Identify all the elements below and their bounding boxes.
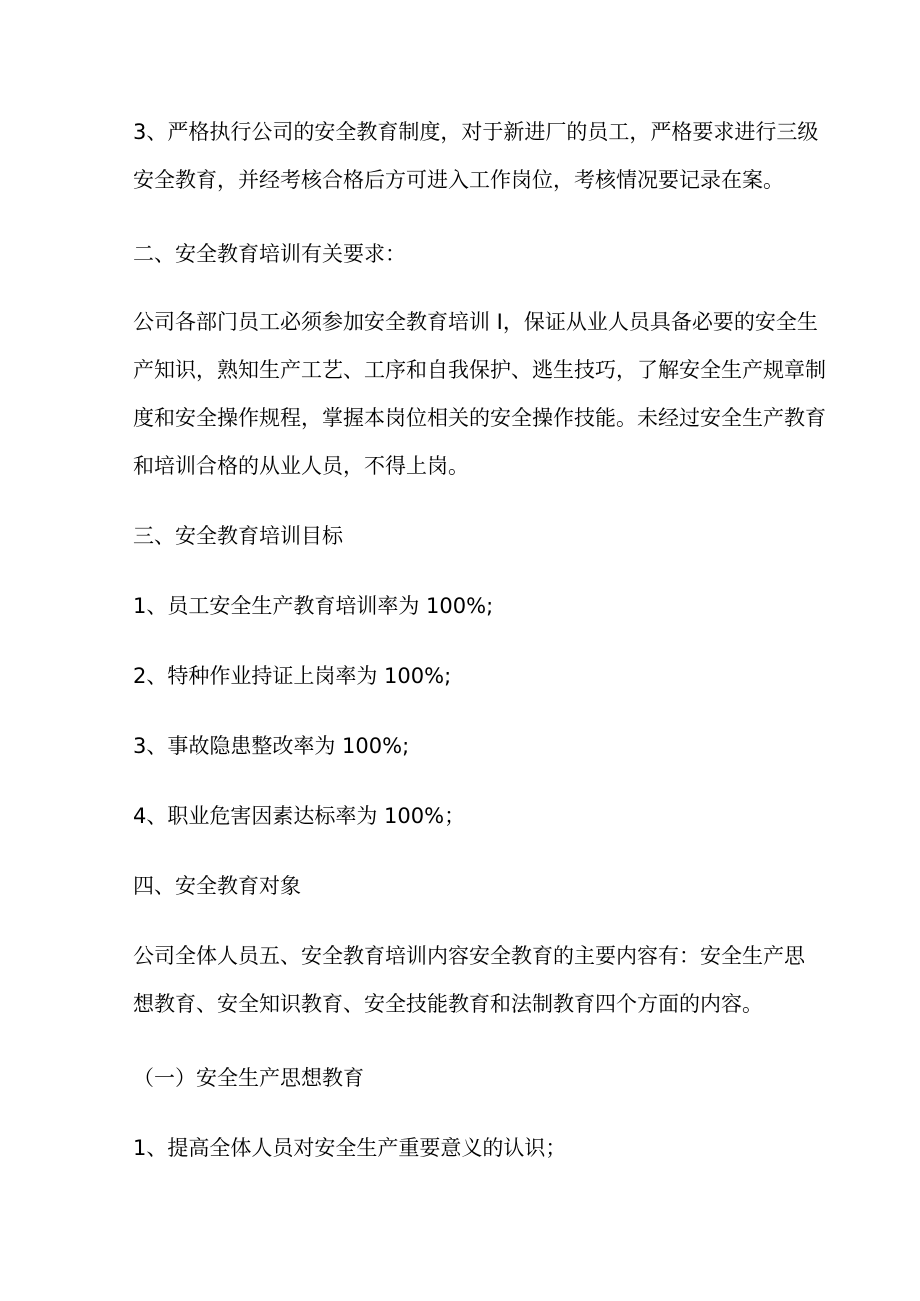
- text-line: 3、事故隐患整改率为 100%;: [133, 734, 410, 758]
- text-line: 3、严格执行公司的安全教育制度，对于新进厂的员工，严格要求进行三级: [133, 120, 819, 144]
- text-line: （一）安全生产思想教育: [133, 1066, 364, 1090]
- text-line: 产知识，熟知生产工艺、工序和自我保护、逃生技巧，了解安全生产规章制: [133, 358, 826, 382]
- section-heading-objects: [133, 862, 798, 910]
- text-line: 1、员工安全生产教育培训率为 100%;: [133, 594, 494, 618]
- text-line: 2、特种作业持证上岗率为 100%;: [133, 664, 452, 688]
- subsection-heading-thought-education: [133, 1054, 798, 1102]
- text-line: 和培训合格的从业人员，不得上岗。: [133, 454, 469, 478]
- section-heading-requirements: [133, 230, 798, 278]
- paragraph-education-system: [133, 108, 819, 204]
- paragraph-objects-content: [133, 932, 805, 1028]
- section-heading-goals: [133, 512, 798, 560]
- paragraph-requirements: [133, 298, 826, 490]
- text-line: 公司各部门员工必须参加安全教育培训 I，保证从业人员具备必要的安全生: [133, 310, 818, 334]
- goal-item-2: [133, 652, 798, 700]
- text-line: 三、安全教育培训目标: [133, 524, 343, 548]
- text-line: 公司全体人员五、安全教育培训内容安全教育的主要内容有：安全生产思: [133, 944, 805, 968]
- text-line: 安全教育，并经考核合格后方可进入工作岗位，考核情况要记录在案。: [133, 168, 784, 192]
- text-line: 4、职业危害因素达标率为 100%；: [133, 804, 466, 828]
- text-line: 想教育、安全知识教育、安全技能教育和法制教育四个方面的内容。: [133, 992, 763, 1016]
- goal-item-3: [133, 722, 798, 770]
- text-line: 1、提高全体人员对安全生产重要意义的认识；: [133, 1136, 567, 1160]
- list-item-1: [133, 1124, 798, 1172]
- text-line: 度和安全操作规程，掌握本岗位相关的安全操作技能。未经过安全生产教育: [133, 406, 826, 430]
- text-line: 四、安全教育对象: [133, 874, 301, 898]
- goal-item-1: [133, 582, 798, 630]
- text-line: 二、安全教育培训有关要求：: [133, 242, 406, 266]
- goal-item-4: [133, 792, 798, 840]
